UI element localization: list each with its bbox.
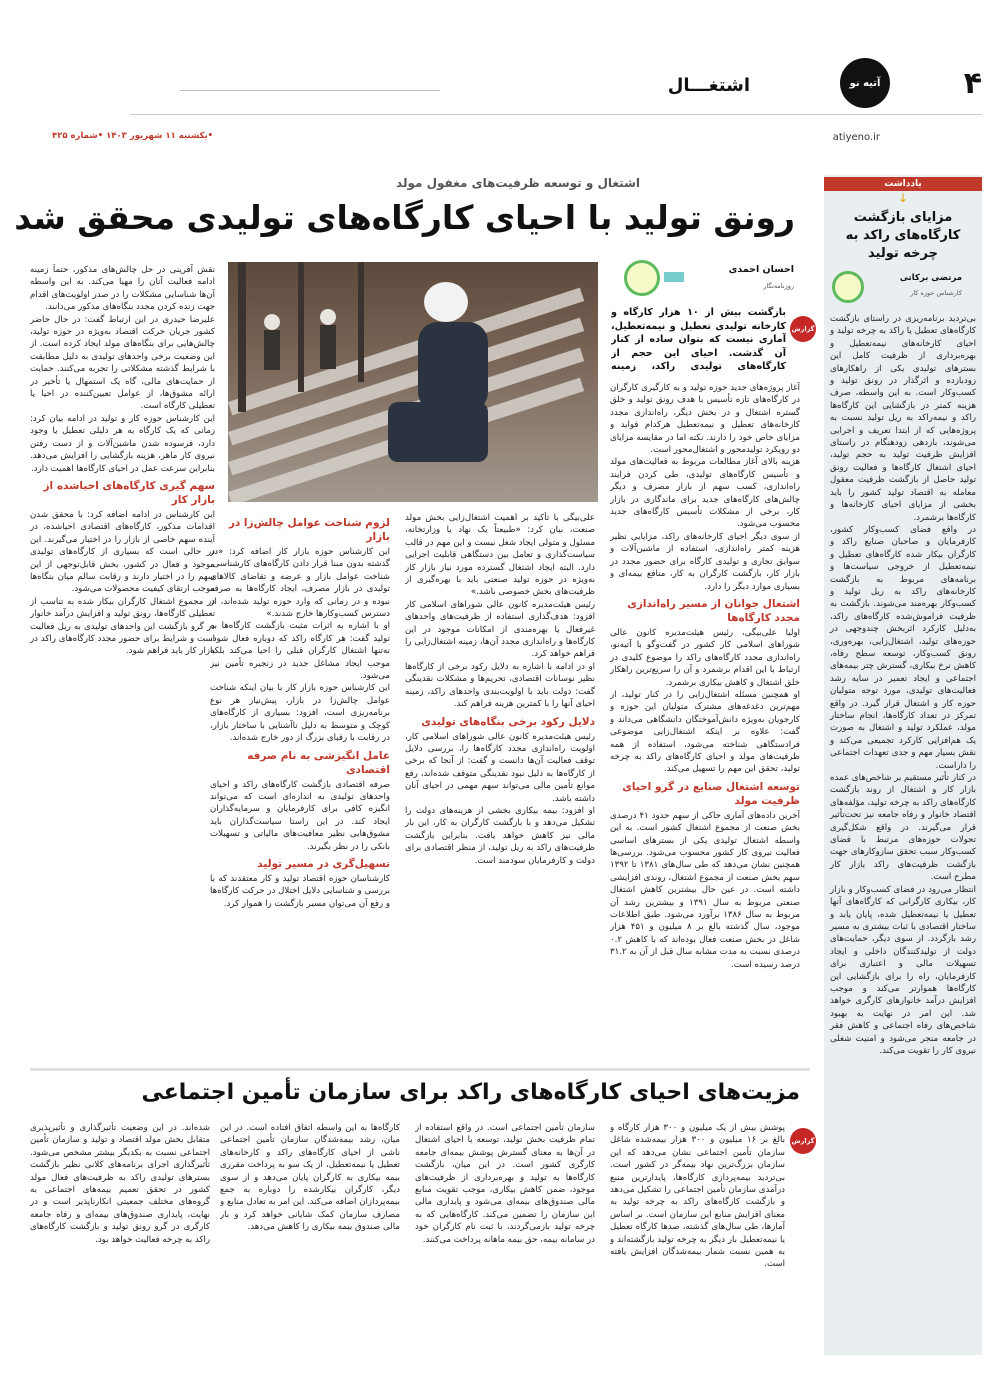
bottom-report-badge: گزارش xyxy=(790,1128,816,1154)
col-c3-p1: صرفه اقتصادی بازگشت کارگاه‌های راکد و احیای واحدهای تولیدی به اندازه‌ای است که می‌تواند انگیزه کافی برای کارفرمایان و سرمایه‌گذاران ایجاد کند. در این راستا سیاست‌گذاران باید مشوق‌هایی نظیر معافیت‌های مالیاتی و تسهیلات بانکی را در نظر بگیرند. xyxy=(210,779,390,852)
heading-industry-employment: توسعه اشتغال صنایع در گرو احیای ظرفیت مولد xyxy=(622,780,800,807)
col-b-p3: او در ادامه با اشاره به دلایل رکود برخی از کارگاه‌ها نظیر نوسانات اقتصادی، تحریم‌ها و مشکلات نقدینگی گفت: دولت باید با اولویت‌بندی واحدهای راکد، زمینه احیای آنها را با کمترین هزینه فراهم کند. xyxy=(405,661,595,710)
website: atiyeno.ir xyxy=(832,132,880,143)
article-lead-text: بازگشت بیش از ۱۰ هزار کارگاه و کارخانه تولیدی تعطیل و نیمه‌تعطیل، آماری نیست که بتوان ساده از کنار آن گذشت. احیای این حجم از کارگاه‌های تولیدی راکد، زمینه xyxy=(611,307,786,372)
factory-worker-illustration xyxy=(228,262,598,502)
col-c-p1: این کارشناس حوزه بازار کار اضافه کرد: «در گذشته بدون مبنا قرار دادن کارگاه‌های کارشناسی، شناخت عوامل بازار و عرضه و تقاضای کالاهای تولیدی در بازار مصرف، ایجاد کارگاه‌ها به صرفه نبوده و در زمانی که وارد حوزه تولید شده‌اند، از دسترس کسب‌وکارها خارج شدند.» xyxy=(210,547,390,620)
note-author-name: مرتضی برکاتی xyxy=(899,273,962,283)
bottom-col-a xyxy=(610,1122,785,1362)
logo xyxy=(840,58,890,108)
note-author-role: کارشناس حوزه کار xyxy=(910,289,962,297)
page-number: ۴ xyxy=(963,66,982,101)
note-author-box xyxy=(830,267,976,307)
article-author-name: احسان احمدی xyxy=(728,264,794,275)
article-author-role: روزنامه‌نگار xyxy=(763,282,794,290)
col-d2-p2: در مجموع اشتغال کارگران بیکار شده به تناسب از تعطیلی کارگاه‌ها، رونق تولید و افزایش درآمد خانوار در گرو بازگشت این واحدهای تولیدی به ریل فعالیت است و شرایط برای حضور مجدد کارگاه‌های راکد در بازار کار باید فراهم شود. xyxy=(30,596,215,657)
heading-market-challenges: لزوم شناخت عوامل چالش‌زا در بازار xyxy=(228,517,390,543)
bottom-col-a-text: پوشش بیش از یک میلیون و ۳۰۰ هزار کارگاه و بالغ بر ۱۶ میلیون و ۳۰۰ هزار بیمه‌شده شاغل سازمان تأمین اجتماعی نشان می‌دهد که این سازمان بزرگ‌ترین نهاد بیمه‌گر در کشور است. بی‌تردید بیمه‌پردازی کارگاه‌ها، پایدارترین منبع درآمدی سازمان تأمین اجتماعی را تشکیل می‌دهد و بازگشت کارگاه‌های راکد به چرخه تولید به معنای افزایش منابع این سازمان است. بر اساس آمارها، طی سال‌های گذشته، صدها کارگاه تعطیل یا نیمه‌تعطیل بار دیگر به چرخه تولید بازگشته‌اند و به همین نسبت شمار بیمه‌شدگان افزایش یافته است. xyxy=(610,1123,785,1270)
date-line: •یکشنبه ۱۱ شهریور ۱۴۰۳ •شماره ۴۲۵ xyxy=(52,131,214,141)
report-tag-badge: گزارش xyxy=(790,316,816,342)
article-author-accent xyxy=(664,272,684,282)
bottom-col-d-text: شده‌اند. در این وضعیت تأثیرگذاری و تأثیرپذیری متقابل بخش مولد اقتصاد و تولید و سازمان تأمین اجتماعی نسبت به یکدیگر بیشتر مشخص می‌شود. تأثیرگذاری اجرای برنامه‌های کلانی نظیر بازگشت بسترهای تولیدی راکد به ظرفیت‌های فعال مولد کشور در تحقق تعمیم بیمه‌های اجتماعی به گروه‌های مختلف جمعیتی انکارناپذیر است و در نهایت، پایداری صندوق‌های بیمه‌ای و رفاه جامعه کارگری در گرو رونق تولید و بازگشت کارگاه‌های راکد به چرخه فعالیت خواهد بود. xyxy=(30,1123,210,1245)
col-a-p3: از سوی دیگر احیای کارخانه‌های راکد، مزایایی نظیر هزینه کمتر راه‌اندازی، استفاده از ماشین‌آلات و سوابق تجاری و تولیدی کارگاه برای حضور مجدد در بازار کار، بازگشت کارگران به کار، منافع بیمه‌ای و بسیاری موارد دیگر را دارد. xyxy=(610,531,800,592)
heading-youth-employment: اشتغال جوانان از مسیر راه‌اندازی مجدد کارگاه‌ها xyxy=(627,597,800,624)
note-tag: یادداشت xyxy=(824,177,982,191)
heading-recession-reasons: دلایل رکود برخی بنگاه‌های تولیدی xyxy=(421,715,595,728)
col-c4-p1: کارشناسان حوزه اقتصاد تولید و کار معتقدند که با بررسی و شناسایی دلایل اختلال در حرکت کارگاه‌ها و رفع آن می‌توان مسیر بازگشت را هموار کرد. xyxy=(210,873,390,909)
article-col-b xyxy=(405,512,595,1002)
article-photo xyxy=(228,262,598,502)
article-lead xyxy=(611,306,786,372)
section-title: اشتغـــال xyxy=(667,75,750,96)
col-a2-p2: او همچنین مسئله اشتغال‌زایی را در کنار تولید، از مهم‌ترین دغدغه‌های مشترک متولیان این حوزه و کارجویان به‌ویژه دانش‌آموختگان دانشگاهی می‌داند و گفت: علاوه بر اینکه اشتغال‌زایی موضوعی فرادستگاهی شناخته می‌شود، استفاده از همه ظرفیت‌های مولد و احیای کارگاه‌های راکد به چرخه تولید، تحقق این مهم را تسهیل می‌کند. xyxy=(610,689,800,775)
article-col-c xyxy=(210,512,390,1002)
article-col-a xyxy=(610,382,800,1002)
header-rule xyxy=(180,90,440,91)
col-d2-p1: این کارشناس در ادامه اضافه کرد: با محقق شدن اقدامات مذکور، کارگاه‌های اقتصادی احیاشده، در آینده سهم خاصی از بازار را در اختیار می‌گیرند. این در حالی است که بسیاری از کارگاه‌های تولیدی موجود و فعال در کشور، بخش قابل‌توجهی از این سهم را در اختیار دارند و رقابت سالم میان بنگاه‌ها موجب ارتقای کیفیت محصولات می‌شود. xyxy=(30,509,215,595)
article-author-box xyxy=(620,258,800,300)
col-a-p2: هزینه بالای آغاز مطالعات مربوط به فعالیت‌های مولد و تأسیس کارگاه‌های تولیدی، طی کردن فرایند راه‌اندازی، کسب سهم از بازار مصرف و دیگر چالش‌های کارگاه‌های جدید برای ماندگاری در بازار کار، برخی از مشکلات تأسیس کارگاه‌های جدید محسوب می‌شود. xyxy=(610,457,800,530)
header-divider xyxy=(130,114,982,115)
heading-market-share: سهم گیری کارگاه‌های احیاشده از بازار کار xyxy=(43,479,215,506)
article-author-avatar xyxy=(624,260,660,296)
bottom-col-c xyxy=(220,1122,400,1362)
note-arrow-icon: ↓ xyxy=(897,191,909,205)
bottom-divider xyxy=(30,1068,810,1071)
col-c-p2: او با اشاره به اثرات مثبت بازگشت کارگاه‌ها به تولید گفت: هر کارگاه راکد که دوباره فعال شود، نه‌تنها اشتغال کارگران قبلی را احیا می‌کند بلکه موجب ایجاد مشاغل جدید در زنجیره تأمین نیز می‌شود. xyxy=(210,621,390,682)
col-a-p1: آغاز پروژه‌های جدید حوزه تولید و به کارگیری کارگران در کارگاه‌های تازه تأسیس با هدف رونق تولید و خلق گستره اشتغال و در بخش دیگر، راه‌اندازی مجدد کارخانه‌های تعطیل و نیمه‌تعطیل هرکدام فواید و مزایای خاص خود را دارند. نکته اما در مقایسه مزایای دو رویکرد تولیدمحور و اشتغال‌محور است. xyxy=(610,383,800,456)
note-body-1: بی‌تردید برنامه‌ریزی در راستای بازگشت کارگاه‌های تعطیل یا راکد به چرخه تولید و احیای کارخانه‌های نیمه‌تعطیل و بهره‌برداری از ظرفیت کامل این بسترهای تولیدی یکی از راهکارهای زودبازده و اثرگذار در رونق تولید و کسب‌وکار است. به این واسطه، صرف هزینه کمتر در بازگشایی این کارگاه‌ها راکد و نیمه‌راکد به ریل تولید نسبت به پروژه‌هایی که از ابتدا تعریف و اجرایی می‌شوند، بازدهی زودهنگام در راستای افزایش ظرفیت تولید به حجم تولید، احیای اشتغال کارگاه‌ها و فعالیت رونق تولید حاصل از بازگشت ظرفیت معقول معامله به اقتصاد تولید کشور را باید بخشی از مزایای احیای کارخانه‌ها و کارگاه‌ها برشمرد. xyxy=(830,314,976,523)
article-kicker: اشتغال و توسعه ظرفیت‌های مغفول مولد xyxy=(396,176,640,190)
note-body-3: در کنار تأثیر مستقیم بر شاخص‌های عمده بازار کار و اشتغال از روند بازگشت کارگاه‌های راکد به چرخه تولید، مؤلفه‌های اقتصاد خانوار و رفاه جامعه نیز تحت‌تأثیر قرار می‌گیرند. در واقع شکل‌گیری تحولات حوزه‌های مرتبط با فضای کسب‌وکار سبب تحقق سازوکارهای جهت بازگشت ظرفیت‌های راکد بازار کار مطرح است. xyxy=(830,773,976,883)
col-b2-p2: او افزود: بیمه بیکاری بخشی از هزینه‌های دولت را تشکیل می‌دهد و با بازگشت کارگران به کار، این بار مالی نیز کاهش خواهد یافت. بنابراین بازگشت ظرفیت‌های راکد به ریل تولید، از منظر اقتصادی برای دولت و کارفرمایان سودمند است. xyxy=(405,805,595,866)
article-col-d xyxy=(30,264,215,1002)
note-column xyxy=(824,175,982,1355)
col-d-p2: علیرضا حیدری در این ارتباط گفت: در حال حاضر کشور جریان حرکت اقتصاد به‌ویژه در حوزه تولید، چالش‌هایی برای بنگاه‌های مولد ایجاد کرده است. از این وضعیت برخی واحدهای تولیدی به دلیل مطابقت با شرایط گذشته مشکلاتی را تجربه می‌کنند. حمایت از حمایت‌های مالی، گاه یک استمهال یا تأخیر در ارائه مشوق‌ها، از عوامل تعیین‌کننده در احیا یا تعطیلی کارگاه است. xyxy=(30,314,215,412)
col-b-p2: رئیس هیئت‌مدیره کانون عالی شوراهای اسلامی کار افزود: هدف‌گذاری استفاده از ظرفیت‌های واحدهای غیرفعال یا بهره‌مندی از امکانات موجود در این کارگاه‌ها و راه‌اندازی مجدد آن‌ها، زمینه اشتغال‌زایی را فراهم خواهد کرد. xyxy=(405,599,595,660)
heading-economic-incentive: عامل انگیزشی به نام صرفه اقتصادی xyxy=(247,749,390,776)
note-body-2: در واقع فضای کسب‌وکار کشور، کارفرمایان و صاحبان صنایع راکد و کارگران بیکار شده کارگاه‌های تعطیل و نیمه‌تعطیل از خروجی سیاست‌ها و برنامه‌های مربوط به بازگشت کارخانه‌های راکد به ریل تولید و کسب‌وکار بهره‌مند می‌شوند. بازگشت به ظرفیت فراموش‌شده کارگاه‌های راکد، به‌دلیل کارکرد اثربخش چندوجهی در حوزه‌های تولید، اشتغال‌زایی، بهره‌وری، رونق کسب‌وکار، توسعه سطح رفاه، کاهش نرخ بیکاری، گسترش چتر بیمه‌های اجتماعی و ایجاد تعمیر در سایه رشد فعالیت‌های تولیدی، مورد توجه متولیان حوزه کار و اشتغال قرار گیرد. در واقع تمرکز در تعداد کارگاه‌ها، انجام ساختار مولد، عملکرد تولید و اشتغال به صورت یک هم‌افزایی کارکرد تجمیعی می‌کند و نقش بسیار مهم و جدی تعهدات اجتماعی را داراست. xyxy=(830,524,976,771)
col-a3-p1: آخرین داده‌های آماری حاکی از سهم حدود ۴۱ درصدی بخش صنعت از مجموع اشتغال کشور است. به این واسطه اشتغال تولیدی یکی از بسترهای اساسی فعالیت نیروی کار کشور محسوب می‌شود. بررسی‌ها همچنین نشان می‌دهد که طی سال‌های ۱۳۸۱ تا ۱۳۹۲ سهم بخش صنعت از مجموع اشتغال، روندی افزایشی داشته است. در عین حال بیشترین کاهش اشتغال صنعتی مربوط به سال ۱۳۹۱ و بیشترین رشد آن مربوط به سال ۱۳۸۶ برآورد می‌شود. طبق اطلاعات موجود، سال گذشته بالغ بر ۸ میلیون و ۴۵۱ هزار شاغل در بخش صنعت فعال بوده‌اند که با کاهش ۰.۲ درصدی نسبت به مدت مشابه سال قبل از آن به ۳۱.۲ درصد رسیده است. xyxy=(610,810,800,970)
bottom-col-b-text: سازمان تأمین اجتماعی است. در واقع استفاده از تمام ظرفیت بخش تولید، توسعه یا احیای اشتغال در آن‌ها به معنای گسترش پوشش بیمه‌ای جامعه کارگری کشور است. در این میان، بازگشت کارگاه‌ها به تولید و بهره‌برداری از ظرفیت‌های موجود، ضمن کاهش بیکاری، موجب تقویت منابع مالی صندوق‌های بیمه‌ای می‌شود و پایداری مالی این سازمان را تضمین می‌کند. کارگاه‌هایی که به چرخه تولید بازمی‌گردند، با ثبت نام کارگران خود در سامانه بیمه، حق بیمه ماهانه پرداخت می‌کنند. xyxy=(415,1123,595,1245)
col-c2-p1: این کارشناس حوزه بازار کار با بیان اینکه شناخت عوامل چالش‌زا در بازار، پیش‌نیاز هر نوع برنامه‌ریزی است، افزود: بسیاری از کارگاه‌های کوچک و متوسط به دلیل ناآشنایی با ساختار بازار، در رقابت با رقبای بزرگ از دور خارج شده‌اند. xyxy=(210,683,390,744)
note-author-avatar xyxy=(832,271,864,303)
bottom-col-c-text: کارگاه‌ها به این واسطه اتفاق افتاده است. در این میان، رشد بیمه‌شدگان سازمان تأمین اجتماعی ناشی از احیای کارگاه‌های راکد و کارخانه‌های تعطیل یا نیمه‌تعطیل، از یک سو به پرداخت مقرری بیمه بیکاری به کارگران پایان می‌دهد و از سوی دیگر، کارگران بیکارشده را دوباره به جمع بیمه‌پردازان اضافه می‌کند. این امر به تعادل منابع و مصارف سازمان کمک شایانی خواهد کرد و بار مالی صندوق بیمه بیکاری را کاهش می‌دهد. xyxy=(220,1123,400,1233)
note-title: مزایای بازگشت کارگاه‌های راکد به چرخه تولید xyxy=(845,210,961,261)
bottom-col-b xyxy=(415,1122,595,1362)
col-a2-p1: اولیا علی‌بیگی، رئیس هیئت‌مدیره کانون عالی شوراهای اسلامی کار کشور در گفت‌وگو با آتیه‌نو، راه‌اندازی مجدد کارگاه‌های راکد را موضوع کلیدی در ارتباط با این اقدام برشمرد و آن را سریع‌ترین راهکار خلق اشتغال و کاهش بیکاری برشمرد. xyxy=(610,627,800,688)
note-body-4: انتظار می‌رود در فضای کسب‌وکار و بازار کار، بیکاری کارگرانی که کارگاه‌های آنها تعطیل یا نیمه‌تعطیل شده، پایان یابد و ساختار اقتصادی با ثبات بیشتری به مسیر رشد بازگردد. از سوی دیگر، حمایت‌های دولت از تولیدکنندگان داخلی و ایجاد تسهیلات مالی و اعتباری برای کارفرمایان، راه را برای بازگشایی این کارگاه‌ها هموارتر می‌کند و موجب افزایش درآمد خانوارهای کارگری خواهد شد. این امر در نهایت به بهبود شاخص‌های رفاه اجتماعی و کاهش فقر در جامعه منجر می‌شود و امنیت شغلی نیروی کار را تقویت می‌کند. xyxy=(830,884,976,1056)
heading-facilitation: تسهیل‌گری در مسیر تولید xyxy=(257,857,390,870)
bottom-col-d xyxy=(30,1122,210,1362)
col-b-p1: علی‌بیگی با تأکید بر اهمیت اشتغال‌زایی بخش مولد صنعت، بیان کرد: «طبیعتاً یک نهاد یا وزارتخانه، مسئول و متولی ایجاد شغل نیست و این مهم در قالب سیاست‌گذاری و تعامل بین دستگاهی قابلیت اجرایی دارد. البته ایجاد اشتغال گسترده مورد نیاز بازار کار به‌ویژه در حوزه تولید صنعتی باید با بهره‌گیری از ظرفیت‌های بخش خصوصی باشد.» xyxy=(405,513,595,598)
col-b2-p1: رئیس هیئت‌مدیره کانون عالی شوراهای اسلامی کار، اولویت راه‌اندازی مجدد کارگاه‌ها را، بررسی دلایل توقف فعالیت آن‌ها دانست و گفت: از آنجا که برخی از کارگاه‌ها به دلیل نبود نقدینگی متوقف شده‌اند، رفع موانع تأمین مالی می‌تواند سهم مهمی در احیای آنان داشته باشد. xyxy=(405,731,595,804)
col-d-p3: این کارشناس حوزه کار و تولید در ادامه بیان کرد: زمانی که یک کارگاه به هر دلیلی تعطیل یا وجود دارد، فرسوده شدن ماشین‌آلات و از دست رفتن نیروی کار ماهر، هزینه بازگشایی را افزایش می‌دهد. بنابراین سرعت عمل در احیای کارگاه‌ها اهمیت دارد. xyxy=(30,413,215,474)
logo-text: آتیه نو xyxy=(849,77,881,89)
col-d-p1: نقش آفرینی در حل چالش‌های مذکور، حتماً زمینه ادامه فعالیت آنان را مهیا می‌کند. به این واسطه آن‌ها شناسایی مشکلات را در صدر اولویت‌های اقدام جهت زنده کردن مجدد بنگاه‌های مذکور می‌دانند. xyxy=(30,265,215,313)
bottom-title: مزیت‌های احیای کارگاه‌های راکد برای سازمان تأمین اجتماعی xyxy=(141,1080,800,1105)
article-headline: رونق تولید با احیای کارگاه‌های تولیدی محقق شد xyxy=(14,198,795,237)
